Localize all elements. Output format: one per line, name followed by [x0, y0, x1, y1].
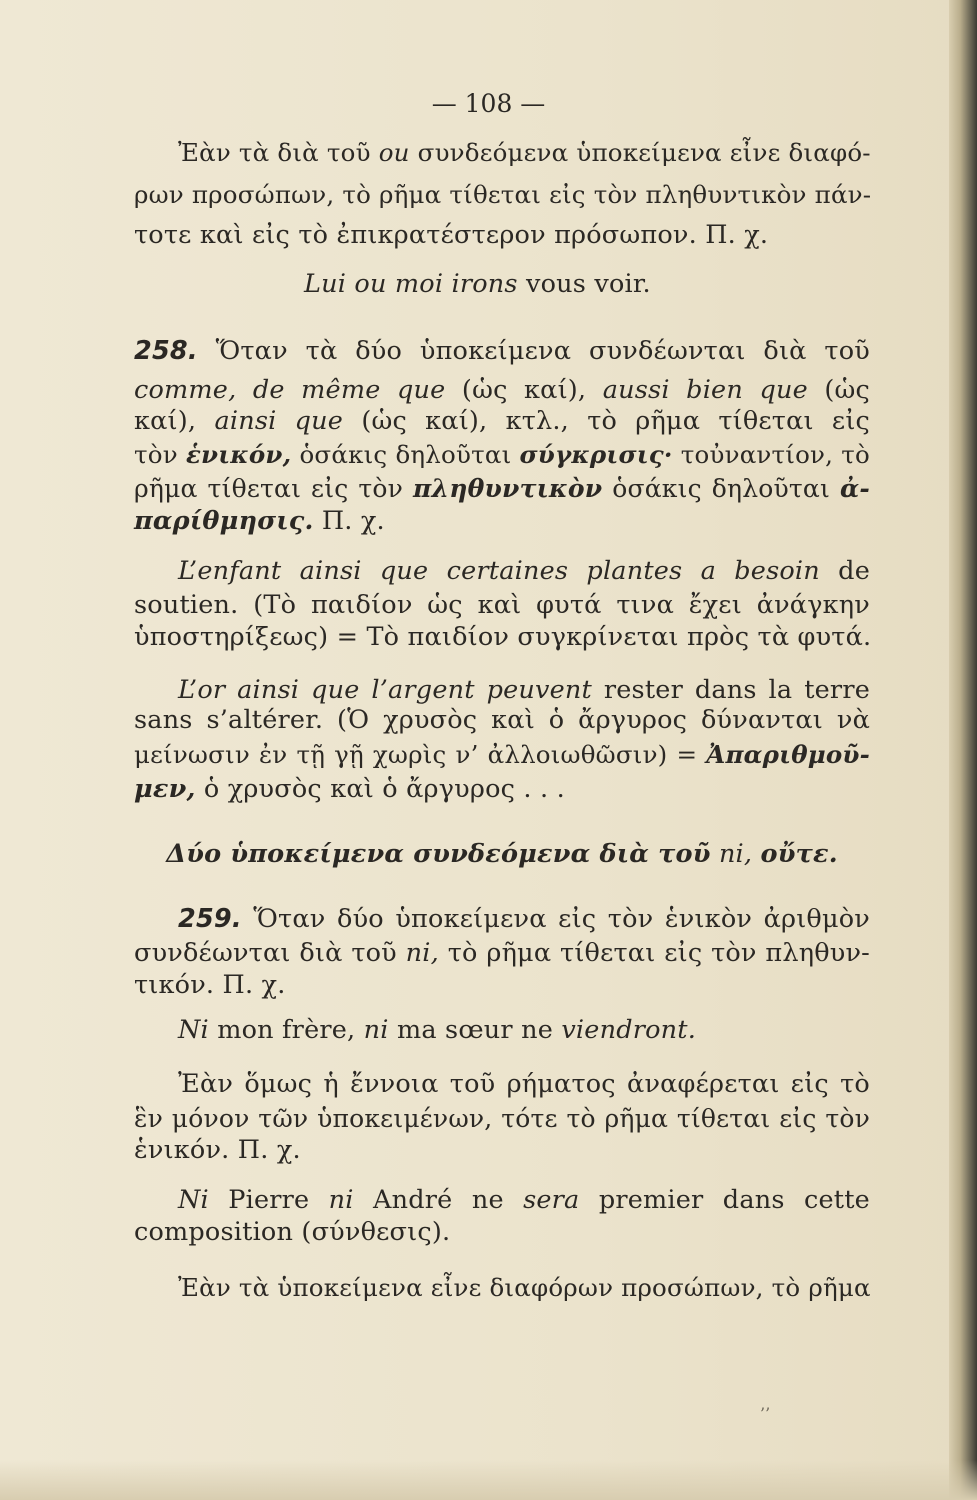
example-3-line-4: μεν, ὁ χρυσὸς καὶ ὁ ἄργυρος . . . [134, 774, 565, 804]
section-heading: Δύο ὑποκείμενα συνδεόμενα διὰ τοῦ ni, οὔτε. [166, 839, 838, 869]
example-3-line-1: L’or ainsi que l’argent peuvent rester dans la terre [178, 675, 870, 705]
example-2-line-1: L’enfant ainsi que certaines plantes a besoin de [178, 556, 870, 586]
p1-line-3: τοτε καὶ εἰς τὸ ἐπικρατέστερον πρόσωπον. Π. χ. [134, 220, 769, 250]
stray-mark: ’’ [760, 1404, 771, 1423]
example-5-line-2: composition (σύνθεσις). [134, 1217, 451, 1247]
s258-line-2: comme, de même que (ὡς καί), aussi bien que (ὡς [134, 375, 870, 405]
example-5-line-1: Ni Pierre ni André ne sera premier dans cette [178, 1185, 870, 1215]
p3-line-1: Ἐὰν τὰ ὑποκείμενα εἶνε διαφόρων προσώπων, τὸ ρῆμα [178, 1273, 871, 1302]
p2-line-1: Ἐὰν ὅμως ἡ ἔννοια τοῦ ρήματος ἀναφέρεται εἰς τὸ [178, 1069, 870, 1099]
example-4: Ni mon frère, ni ma sœur ne viendront. [178, 1015, 697, 1045]
s259-line-1: 259. Ὅταν δύο ὑποκείμενα εἰς τὸν ἑνικὸν ἀριθμὸν [134, 903, 870, 935]
section-number-258: 258. [134, 336, 198, 366]
example-2-line-3: ὑποστηρίξεως) = Τὸ παιδίον συγκρίνεται πρὸς τὰ φυτά. [134, 622, 872, 652]
s258-line-6: παρίθμησις. Π. χ. [134, 506, 385, 536]
example-2-line-2: soutien. (Τὸ παιδίον ὡς καὶ φυτά τινα ἔχει ἀνάγκην [134, 590, 870, 620]
s259-line-2: συνδέωνται διὰ τοῦ ni, τὸ ρῆμα τίθεται εἰς τὸν πληθυν- [134, 938, 870, 968]
page-bottom-shade [0, 1460, 977, 1500]
p2-line-3: ἑνικόν. Π. χ. [134, 1135, 301, 1165]
section-number-259: 259. [178, 904, 242, 934]
page-edge-shadow [949, 0, 977, 1500]
example-1: Lui ou moi irons vous voir. [304, 269, 651, 299]
example-3-line-2: sans s’altérer. (Ὁ χρυσὸς καὶ ὁ ἄργυρος δύνανται νὰ [134, 705, 870, 735]
p1-line-1: Ἐὰν τὰ διὰ τοῦ ou συνδεόμενα ὑποκείμενα εἶνε διαφό- [178, 138, 871, 167]
page-number: — 108 — [431, 89, 546, 118]
s258-line-4: τὸν ἑνικόν, ὁσάκις δηλοῦται σύγκρισις· τοὐναντίον, τὸ [134, 440, 870, 469]
s258-line-1: 258. Ὅταν τὰ δύο ὑποκείμενα συνδέωνται διὰ τοῦ [134, 336, 870, 366]
s258-line-5: ρῆμα τίθεται εἰς τὸν πληθυντικὸν ὁσάκις δηλοῦται ἀ- [134, 474, 870, 503]
example-3-line-3: μείνωσιν ἐν τῇ γῇ χωρὶς ν’ ἀλλοιωθῶσιν) = Ἀπαριθμοῦ- [134, 740, 870, 769]
p2-line-2: ἓν μόνον τῶν ὑποκειμένων, τότε τὸ ρῆμα τίθεται εἰς τὸν [134, 1104, 870, 1133]
s259-line-3: τικόν. Π. χ. [134, 970, 286, 1000]
s258-line-3: καί), ainsi que (ὡς καί), κτλ., τὸ ρῆμα τίθεται εἰς [134, 406, 871, 436]
p1-line-2: ρων προσώπων, τὸ ρῆμα τίθεται εἰς τὸν πληθυντικὸν πάν- [134, 180, 872, 209]
